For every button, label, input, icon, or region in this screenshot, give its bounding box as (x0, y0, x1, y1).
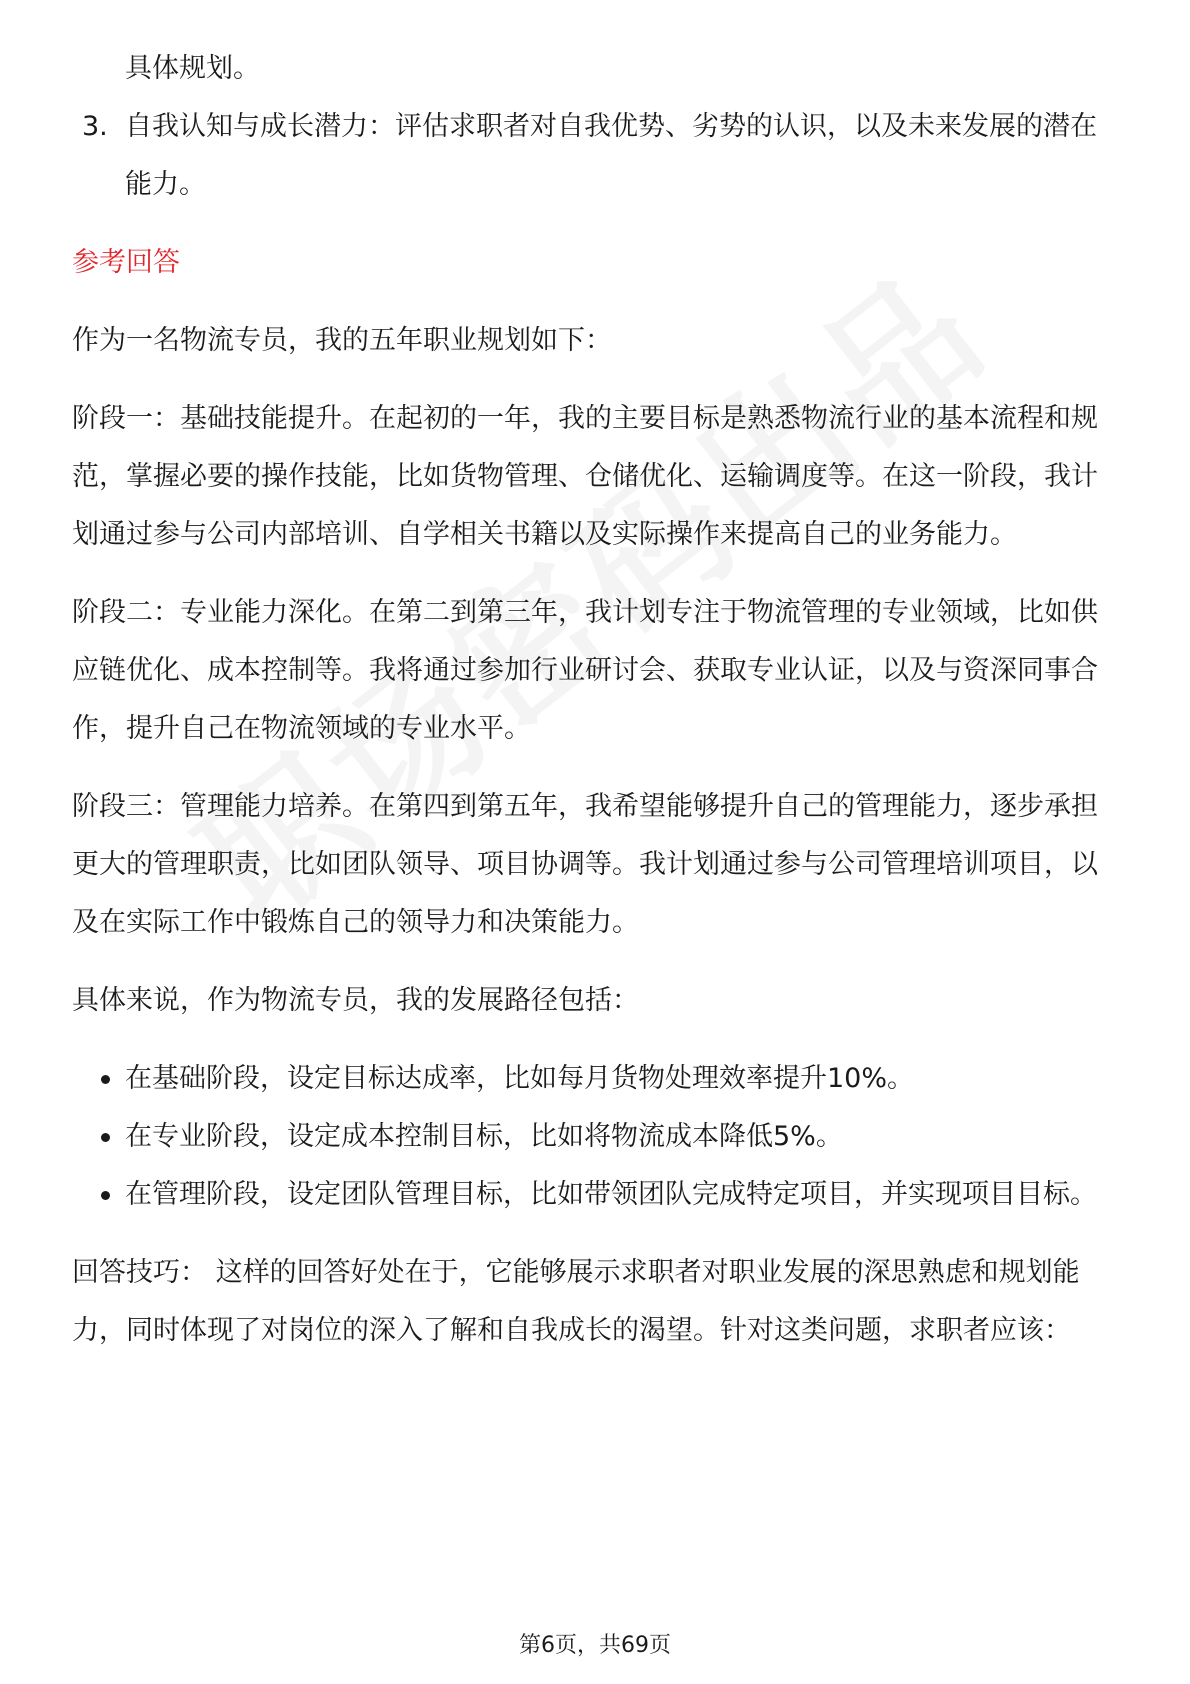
bullet-icon (101, 1075, 110, 1084)
bullet-text: 在管理阶段，设定团队管理目标，比如带领团队完成特定项目，并实现项目目标。 (125, 1179, 1097, 1210)
section-title: 参考回答 (72, 247, 180, 278)
stage-1-paragraph: 阶段一：基础技能提升。在起初的一年，我的主要目标是熟悉物流行业的基本流程和规范，掌握必要的操作技能，比如货物管理、仓储优化、运输调度等。在这一阶段，我计划通过参与公司内部培训、自学相关书籍以及实际操作来提高自己的业务能力。 (72, 403, 1098, 550)
list-item-continuation: 具体规划。 (125, 53, 260, 84)
list-item-text: 自我认知与成长潜力：评估求职者对自我优势、劣势的认识，以及未来发展的潜在能力。 (125, 111, 1097, 200)
bullet-item (72, 1166, 1122, 1224)
stage-2-paragraph: 阶段二：专业能力深化。在第二到第三年，我计划专注于物流管理的专业领域，比如供应链优化、成本控制等。我将通过参加行业研讨会、获取专业认证，以及与资深同事合作，提升自己在物流领域的专业水平。 (72, 597, 1098, 744)
bullet-icon (101, 1133, 110, 1142)
page-footer: 第6页，共69页 (519, 1633, 671, 1658)
bullet-text: 在基础阶段，设定目标达成率，比如每月货物处理效率提升10%。 (125, 1063, 915, 1094)
list-item (72, 98, 1122, 214)
stage-3-paragraph: 阶段三：管理能力培养。在第四到第五年，我希望能够提升自己的管理能力，逐步承担更大的管理职责，比如团队领导、项目协调等。我计划通过参与公司管理培训项目，以及在实际工作中锻炼自己的领导力和决策能力。 (72, 791, 1098, 938)
page-content (72, 40, 1122, 1360)
bullet-item (72, 1108, 1122, 1166)
path-intro-paragraph: 具体来说，作为物流专员，我的发展路径包括： (72, 985, 639, 1016)
tips-paragraph: 回答技巧： 这样的回答好处在于，它能够展示求职者对职业发展的深思熟虑和规划能力，同时体现了对岗位的深入了解和自我成长的渴望。针对这类问题，求职者应该： (72, 1257, 1080, 1346)
list-item-number: 3. (82, 111, 108, 142)
bullet-list (72, 1050, 1122, 1224)
bullet-text: 在专业阶段，设定成本控制目标，比如将物流成本降低5%。 (125, 1121, 843, 1152)
bullet-icon (101, 1191, 110, 1200)
bullet-item (72, 1050, 1122, 1108)
intro-paragraph: 作为一名物流专员，我的五年职业规划如下： (72, 325, 612, 356)
